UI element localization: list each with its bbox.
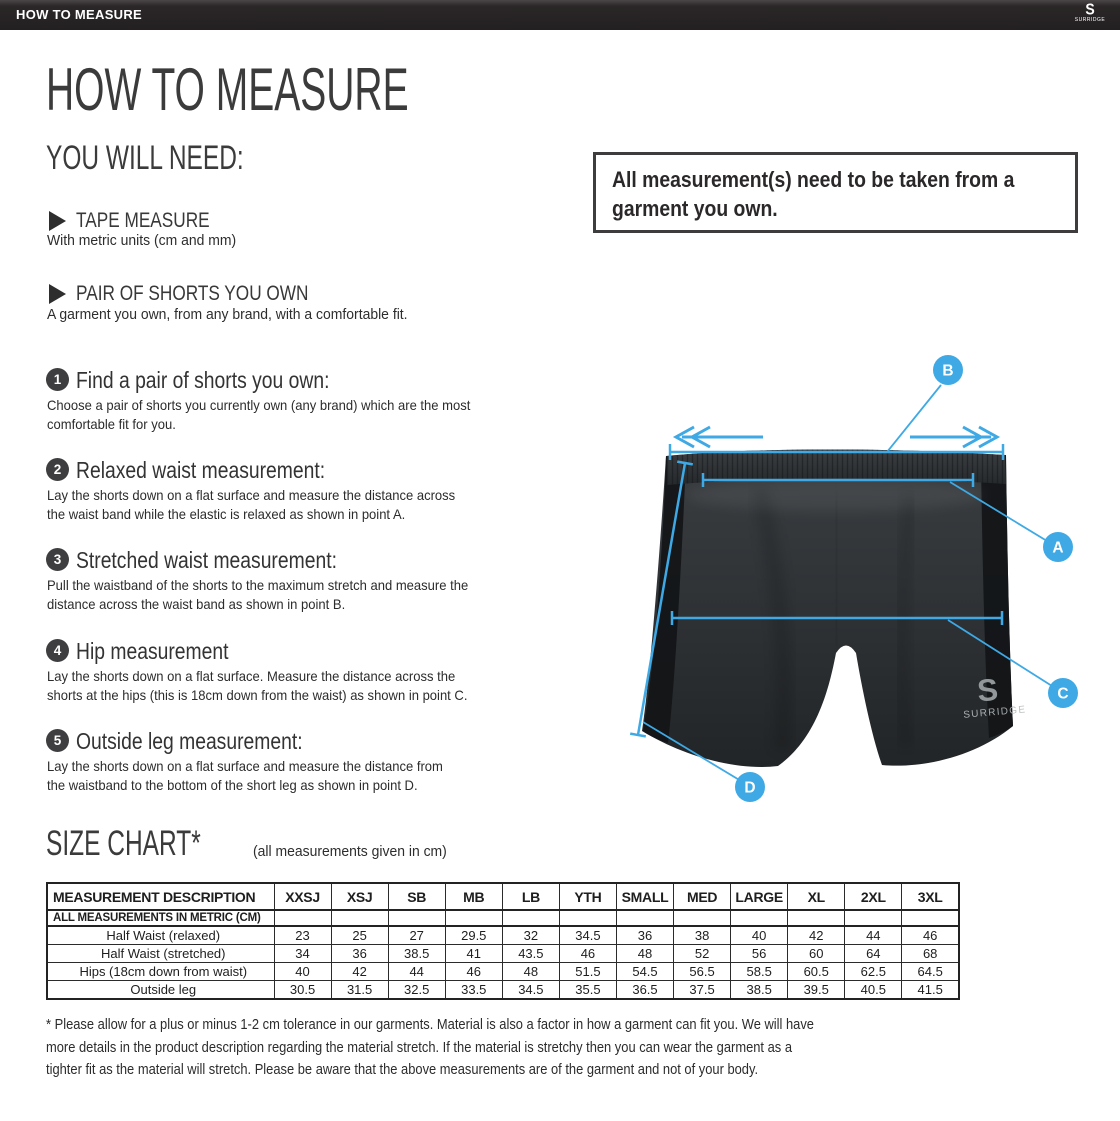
- size-value-cell: 39.5: [788, 981, 845, 1000]
- you-will-need-heading: YOU WILL NEED:: [46, 139, 244, 177]
- size-value-cell: 25: [331, 926, 388, 945]
- step-number-badge: 1: [46, 368, 69, 391]
- note-line: garment you own.: [612, 196, 778, 221]
- size-value-cell: 29.5: [445, 926, 502, 945]
- measurement-label-cell: Half Waist (relaxed): [47, 926, 274, 945]
- size-col-header: LARGE: [731, 883, 788, 910]
- empty-cell: [331, 910, 388, 926]
- point-c-label: C: [1057, 685, 1069, 703]
- step-heading: Outside leg measurement:: [76, 728, 303, 754]
- size-value-cell: 23: [274, 926, 331, 945]
- size-value-cell: 30.5: [274, 981, 331, 1000]
- size-value-cell: 31.5: [331, 981, 388, 1000]
- measurement-label-cell: Outside leg: [47, 981, 274, 1000]
- size-value-cell: 41: [445, 945, 502, 963]
- measurement-label-cell: Half Waist (stretched): [47, 945, 274, 963]
- shorts-illustration: [642, 449, 1027, 767]
- size-value-cell: 43.5: [502, 945, 559, 963]
- tolerance-footnote: * Please allow for a plus or minus 1-2 cm tolerance in our garments. Material is also a factor in how a garment can fit you. We will have more details in the product description regarding the material stretch. If the material is stretchy then you can wear the garment as a tighter fit as the material will stretch. Please be aware that the above measurements are of the garment and not of your body.: [46, 1017, 814, 1078]
- size-value-cell: 68: [902, 945, 959, 963]
- metric-note-cell: ALL MEASUREMENTS IN METRIC (CM): [47, 910, 274, 926]
- size-value-cell: 64: [845, 945, 902, 963]
- need-item-shorts-desc: A garment you own, from any brand, with a comfortable fit.: [47, 306, 408, 323]
- size-value-cell: 37.5: [674, 981, 731, 1000]
- step-heading: Relaxed waist measurement:: [76, 457, 326, 483]
- step-body: Lay the shorts down on a flat surface and measure the distance from the waistband to the bottom of the short leg as shown in point D.: [47, 758, 443, 793]
- size-col-header: 3XL: [902, 883, 959, 910]
- empty-cell: [788, 910, 845, 926]
- size-value-cell: 56.5: [674, 963, 731, 981]
- triangle-bullet-icon: [47, 283, 67, 305]
- size-value-cell: 34.5: [559, 926, 616, 945]
- empty-cell: [674, 910, 731, 926]
- note-box: [593, 152, 1078, 233]
- size-value-cell: 44: [845, 926, 902, 945]
- size-value-cell: 38: [674, 926, 731, 945]
- empty-cell: [845, 910, 902, 926]
- shorts-measure-diagram: [610, 345, 1110, 815]
- step-heading: Find a pair of shorts you own:: [76, 367, 330, 393]
- table-row: [47, 926, 959, 945]
- size-value-cell: 48: [502, 963, 559, 981]
- size-value-cell: 46: [559, 945, 616, 963]
- point-d-label: D: [744, 779, 756, 797]
- need-item-tape-measure: TAPE MEASURE: [76, 209, 210, 232]
- size-value-cell: 32.5: [388, 981, 445, 1000]
- size-value-cell: 33.5: [445, 981, 502, 1000]
- size-col-header: YTH: [559, 883, 616, 910]
- size-value-cell: 58.5: [731, 963, 788, 981]
- size-chart-heading: SIZE CHART*: [46, 824, 201, 863]
- size-value-cell: 38.5: [731, 981, 788, 1000]
- size-value-cell: 46: [445, 963, 502, 981]
- size-value-cell: 34: [274, 945, 331, 963]
- step-number-badge: 5: [46, 729, 69, 752]
- size-value-cell: 46: [902, 926, 959, 945]
- size-value-cell: 36: [331, 945, 388, 963]
- page-title: HOW TO MEASURE: [46, 56, 409, 123]
- size-value-cell: 40: [731, 926, 788, 945]
- empty-cell: [388, 910, 445, 926]
- shorts-brand-s: S: [975, 671, 1000, 709]
- step-heading: Stretched waist measurement:: [76, 547, 337, 573]
- step-body: Choose a pair of shorts you currently own (any brand) which are the most comfortable fit for you.: [47, 397, 471, 432]
- empty-cell: [274, 910, 331, 926]
- empty-cell: [731, 910, 788, 926]
- size-value-cell: 48: [616, 945, 673, 963]
- size-value-cell: 54.5: [616, 963, 673, 981]
- size-value-cell: 36.5: [616, 981, 673, 1000]
- size-col-header: LB: [502, 883, 559, 910]
- step-body: Pull the waistband of the shorts to the maximum stretch and measure the distance across the waist band as shown in point B.: [47, 577, 469, 612]
- step-number-badge: 4: [46, 639, 69, 662]
- size-col-header: XXSJ: [274, 883, 331, 910]
- size-col-header: SB: [388, 883, 445, 910]
- step-number-badge: 3: [46, 548, 69, 571]
- pointer-line-b: [887, 385, 941, 452]
- point-b-label: B: [942, 362, 954, 380]
- size-col-header: MB: [445, 883, 502, 910]
- size-value-cell: 62.5: [845, 963, 902, 981]
- size-value-cell: 64.5: [902, 963, 959, 981]
- measurement-label-cell: Hips (18cm down from waist): [47, 963, 274, 981]
- step-heading: Hip measurement: [76, 638, 229, 664]
- table-row: [47, 963, 959, 981]
- size-col-header: 2XL: [845, 883, 902, 910]
- need-item-shorts: PAIR OF SHORTS YOU OWN: [76, 282, 309, 305]
- size-value-cell: 40: [274, 963, 331, 981]
- size-value-cell: 32: [502, 926, 559, 945]
- triangle-bullet-icon: [47, 210, 67, 232]
- size-value-cell: 27: [388, 926, 445, 945]
- need-item-tape-measure-desc: With metric units (cm and mm): [47, 232, 237, 249]
- empty-cell: [502, 910, 559, 926]
- shorts-brand-text: SURRIDGE: [962, 704, 1027, 721]
- size-value-cell: 40.5: [845, 981, 902, 1000]
- size-col-header: XL: [788, 883, 845, 910]
- size-value-cell: 60.5: [788, 963, 845, 981]
- empty-cell: [616, 910, 673, 926]
- point-a-label: A: [1052, 539, 1064, 557]
- size-value-cell: 51.5: [559, 963, 616, 981]
- size-value-cell: 44: [388, 963, 445, 981]
- size-col-header: MED: [674, 883, 731, 910]
- size-value-cell: 42: [788, 926, 845, 945]
- window-title: HOW TO MEASURE: [16, 7, 143, 22]
- size-value-cell: 34.5: [502, 981, 559, 1000]
- surridge-s-icon: S: [1085, 0, 1095, 19]
- empty-cell: [902, 910, 959, 926]
- size-value-cell: 52: [674, 945, 731, 963]
- surridge-logo-text: SURRIDGE: [1074, 17, 1106, 23]
- size-value-cell: 35.5: [559, 981, 616, 1000]
- size-value-cell: 41.5: [902, 981, 959, 1000]
- note-line: All measurement(s) need to be taken from a: [612, 167, 1015, 192]
- measurement-description-header: MEASUREMENT DESCRIPTION: [47, 883, 274, 910]
- size-value-cell: 36: [616, 926, 673, 945]
- step-body: Lay the shorts down on a flat surface and measure the distance across the waist band while the elastic is relaxed as shown in point A.: [47, 487, 456, 522]
- size-chart-table: [46, 882, 960, 1000]
- size-col-header: XSJ: [331, 883, 388, 910]
- step-body: Lay the shorts down on a flat surface. Measure the distance across the shorts at the hips (this is 18cm down from the waist) as shown in point C.: [47, 668, 468, 703]
- surridge-logo: [1070, 2, 1110, 23]
- top-title-bar: [0, 0, 1120, 30]
- size-value-cell: 38.5: [388, 945, 445, 963]
- size-value-cell: 60: [788, 945, 845, 963]
- size-col-header: SMALL: [616, 883, 673, 910]
- size-value-cell: 42: [331, 963, 388, 981]
- size-value-cell: 56: [731, 945, 788, 963]
- table-row: [47, 945, 959, 963]
- step-number-badge: 2: [46, 458, 69, 481]
- empty-cell: [559, 910, 616, 926]
- size-chart-subheading: (all measurements given in cm): [253, 843, 447, 860]
- empty-cell: [445, 910, 502, 926]
- table-row: [47, 981, 959, 1000]
